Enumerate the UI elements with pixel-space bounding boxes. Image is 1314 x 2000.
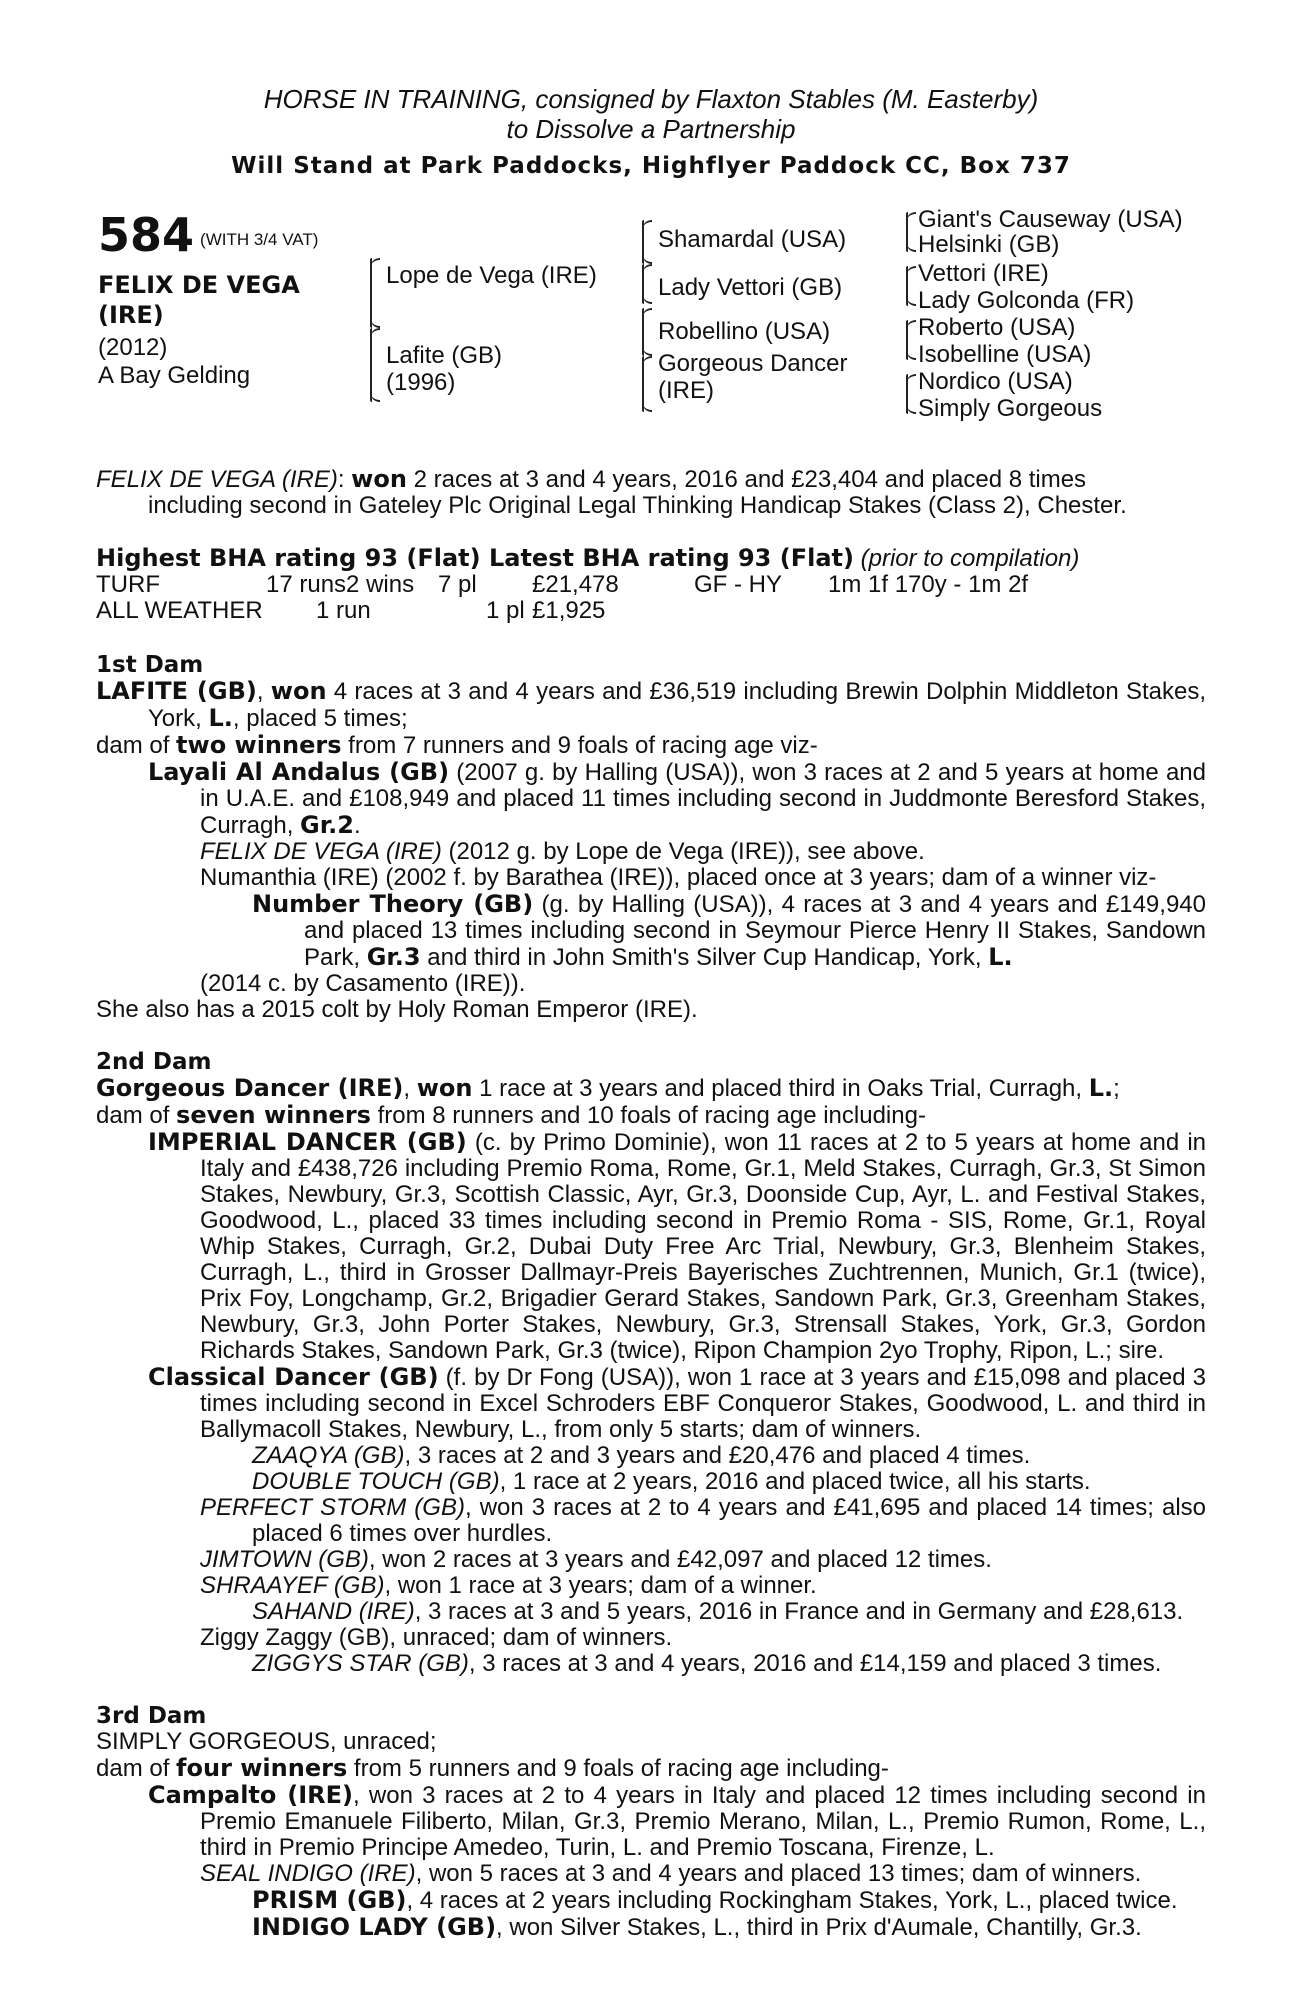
produce-text: , won 2 races at 3 years and £42,097 and placed 12 times.	[368, 1546, 992, 1573]
ratings-runs: 1 run	[316, 597, 371, 624]
listed-marker: L.	[1088, 1074, 1114, 1102]
dam-sire: Robellino (USA)	[658, 318, 831, 345]
produce-text: , 1 race at 2 years, 2016 and placed twice, all his starts.	[499, 1468, 1091, 1495]
produce-name: PRISM (GB)	[252, 1886, 407, 1914]
produce-2014-colt: (2014 c. by Casamento (IRE)).	[200, 970, 526, 997]
produce-classical-dancer	[148, 1364, 1206, 1443]
second-dam-text-end: ;	[1113, 1075, 1120, 1102]
group-marker: Gr.2	[300, 811, 354, 839]
first-dam-heading: 1st Dam	[96, 652, 204, 678]
header-consignor: HORSE IN TRAINING, consigned by Flaxton Stables (M. Easterby)	[263, 84, 1039, 114]
summary-text2: including second in Gateley Plc Original Legal Thinking Handicap Stakes (Class 2), Chester.	[148, 492, 1127, 519]
vat-note: (WITH 3/4 VAT)	[200, 230, 319, 249]
brace-dam	[370, 328, 372, 402]
produce-ziggy-zaggy: Ziggy Zaggy (GB), unraced; dam of winners.	[200, 1624, 673, 1651]
brace-ggp-1	[906, 212, 908, 252]
produce-number-theory	[252, 891, 1206, 971]
produce-text: (c. by Primo Dominie), won 11 races at 2 to 5 years at home and in Italy and £438,726 including Premio Roma, Rome, Gr.1, Meld Stakes, Curragh, Gr.3, St Simon Stakes, Newbury, Gr.3, Scottish Classic, Ayr, Gr.3, Doonside Cup, Ayr, L. and Festival Stakes, Goodwood, L., placed 33 times including second in Premio Roma - SIS, Rome, Gr.1, Royal Whip Stakes, Curragh, Gr.2, Dubai Duty Free Arc Trial, Newbury, Gr.3, Blenheim Stakes, Curragh, L., third in Grosser Dallmayr-Preis Bayerisches Zuchtrennen, Munich, Gr.1 (twice), Prix Foy, Longchamp, Gr.2, Brigadier Gerard Stakes, Sandown Park, Gr.3, Greenham Stakes, Newbury, Gr.3, John Porter Stakes, Newbury, Gr.3, Strensall Stakes, York, Gr.3, Gordon Richards Stakes, Sandown Park, Gr.3 (twice), Ripon Champion 2yo Trophy, Ripon, L.; sire.	[200, 1129, 1206, 1364]
ratings-highest: Highest BHA rating 93 (Flat) Latest BHA rating 93 (Flat)	[96, 544, 854, 572]
produce-name: DOUBLE TOUCH (GB)	[252, 1468, 500, 1495]
brace-ggp-3	[906, 320, 908, 360]
produce-summary-text: from 5 runners and 9 foals of racing age including-	[347, 1755, 889, 1782]
produce-text: , 3 races at 3 and 4 years, 2016 and £14,159 and placed 3 times.	[468, 1650, 1162, 1677]
brace-sire-dam	[642, 264, 644, 304]
summary-text1: 2 races at 3 and 4 years, 2016 and £23,404 and placed 8 times	[406, 466, 1087, 493]
catalogue-page	[96, 84, 1206, 1941]
summary-won: won	[351, 465, 407, 493]
first-dam-name: LAFITE (GB)	[96, 677, 257, 705]
brace-dam-sire	[642, 308, 644, 356]
ggp-vettori: Vettori (IRE)	[918, 260, 1049, 287]
second-dam-heading: 2nd Dam	[96, 1049, 212, 1075]
listed-marker: L.	[988, 943, 1013, 971]
ratings-going: GF - HY	[694, 571, 782, 598]
produce-name: IMPERIAL DANCER (GB)	[148, 1128, 467, 1156]
dam-dam-line1: Gorgeous Dancer	[658, 350, 848, 377]
produce-name: SEAL INDIGO (IRE)	[200, 1860, 416, 1887]
foaling-year: (2012)	[98, 334, 168, 361]
produce-text: , 4 races at 2 years including Rockingham Stakes, York, L., placed twice.	[406, 1887, 1178, 1914]
second-dam-record	[96, 1075, 1206, 1102]
dam-of-label: dam of	[96, 1755, 177, 1782]
produce-name: Number Theory (GB)	[252, 890, 534, 918]
brace-ggp-4	[906, 374, 908, 414]
second-dam-won: won	[416, 1074, 473, 1102]
produce-text: , won 3 races at 2 to 4 years and £41,695 and placed 14 times; also placed 6 times over hurdles.	[252, 1494, 1206, 1547]
sire-dam: Lady Vettori (GB)	[658, 274, 843, 301]
ratings-row-allweather	[96, 598, 1206, 624]
produce-summary-text: from 8 runners and 10 foals of racing age including-	[370, 1102, 926, 1129]
produce-name: ZAAQYA (GB)	[252, 1442, 405, 1469]
dam-dam-line2: (IRE)	[658, 377, 714, 404]
produce-text: , won 5 races at 3 and 4 years and placed 13 times; dam of winners.	[415, 1860, 1142, 1887]
first-dam-text: 4 races at 3 and 4 years and £36,519 including Brewin Dolphin Middleton Stakes, York,	[148, 678, 1206, 732]
ratings-distance: 1m 1f 170y - 1m 2f	[828, 571, 1029, 598]
produce-name: Layali Al Andalus (GB)	[148, 758, 450, 786]
produce-double-touch	[252, 1469, 1206, 1495]
ratings-prize: £1,925	[532, 597, 606, 624]
ratings-placed: 1 pl	[486, 597, 525, 624]
lot-number-line	[98, 208, 318, 262]
sire-sire: Shamardal (USA)	[658, 226, 847, 253]
ratings-runs: 17 runs2 wins	[266, 571, 415, 598]
group-marker: Gr.3	[366, 943, 421, 971]
produce-seal-indigo	[200, 1861, 1206, 1887]
produce-felix	[200, 839, 1206, 865]
ratings-surface: TURF	[96, 571, 160, 598]
produce-perfect-storm	[200, 1495, 1206, 1547]
horse-name-line1: FELIX DE VEGA	[98, 271, 300, 299]
produce-ziggys-star	[252, 1651, 1206, 1677]
header-location: Will Stand at Park Paddocks, Highflyer Paddock CC, Box 737	[231, 153, 1071, 179]
produce-summary-text: from 7 runners and 9 foals of racing age viz-	[341, 732, 818, 759]
ratings-placed: 7 pl	[438, 571, 477, 598]
produce-prism	[252, 1887, 1206, 1914]
dam: Lafite (GB)	[386, 342, 503, 369]
lot-number: 584	[98, 208, 195, 262]
dam-of-label: dam of	[96, 1102, 177, 1129]
produce-shraayef	[200, 1573, 1206, 1599]
first-dam-produce-summary	[96, 732, 1206, 759]
produce-text: , won 3 races at 2 to 4 years in Italy and placed 12 times including second in Premio Emanuele Filiberto, Milan, Gr.3, Premio Merano, Milan, L., Premio Rumon, Rome, L., third in Premio Principe Amedeo, Turin, L. and Premio Toscana, Firenze, L.	[200, 1782, 1206, 1861]
third-dam-produce-summary	[96, 1755, 1206, 1782]
ratings-surface: ALL WEATHER	[96, 597, 263, 624]
produce-name: ZIGGYS STAR (GB)	[252, 1650, 469, 1677]
produce-text: (f. by Dr Fong (USA)), won 1 race at 3 years and £15,098 and placed 3 times including second in Excel Schroders EBF Conqueror Stakes, Goodwood, L. and third in Ballymacoll Stakes, Newbury, L., from only 5 starts; dam of winners.	[200, 1364, 1206, 1443]
produce-text-end: .	[353, 812, 361, 839]
ratings-row-turf	[96, 572, 1206, 598]
horse-name	[98, 270, 348, 330]
produce-indigo-lady	[252, 1914, 1206, 1941]
produce-name: Campalto (IRE)	[148, 1781, 354, 1809]
first-dam-text-end: , placed 5 times;	[232, 705, 408, 732]
ratings-note: (prior to compilation)	[853, 545, 1080, 572]
produce-jimtown	[200, 1547, 1206, 1573]
winners-count: four winners	[176, 1754, 348, 1782]
sep: ,	[403, 1075, 417, 1102]
ggp-simply-gorgeous: Simply Gorgeous	[918, 395, 1103, 422]
first-dam-record: LAFITE (GB), won 4 races at 3 and 4 years and £36,519 including Brewin Dolphin Middleton Stakes, York, L., placed 5 times;	[96, 677, 1206, 732]
listed-marker: L.	[208, 704, 233, 732]
second-dam-text: 1 race at 3 years and placed third in Oaks Trial, Curragh,	[472, 1075, 1089, 1102]
second-dam-produce-summary	[96, 1102, 1206, 1129]
produce-name: Classical Dancer (GB)	[148, 1363, 439, 1391]
ggp-helsinki: Helsinki (GB)	[918, 231, 1060, 258]
brace-sire	[370, 258, 372, 328]
produce-imperial-dancer	[148, 1129, 1206, 1364]
horse-name-line2: (IRE)	[98, 301, 164, 329]
produce-name: SHRAAYEF (GB)	[200, 1572, 385, 1599]
winners-count: seven winners	[176, 1101, 371, 1129]
summary-horse-name: FELIX DE VEGA (IRE)	[96, 466, 338, 493]
produce-name: FELIX DE VEGA (IRE)	[200, 838, 442, 865]
produce-layali	[148, 759, 1206, 839]
produce-name: INDIGO LADY (GB)	[252, 1913, 497, 1941]
produce-text: , won 1 race at 3 years; dam of a winner.	[384, 1572, 817, 1599]
winners-count: two winners	[176, 731, 342, 759]
dam-of-label: dam of	[96, 732, 177, 759]
produce-text: (2012 g. by Lope de Vega (IRE)), see above.	[441, 838, 925, 865]
pedigree-block	[96, 208, 1206, 476]
sire: Lope de Vega (IRE)	[386, 262, 597, 289]
brace-ggp-2	[906, 266, 908, 306]
brace-dam-dam	[642, 356, 644, 412]
produce-name: SAHAND (IRE)	[252, 1598, 415, 1625]
ratings-block	[96, 545, 1206, 624]
first-dam-won: won	[270, 677, 327, 705]
dam-year: (1996)	[386, 369, 456, 396]
produce-sahand	[252, 1599, 1206, 1625]
produce-text: , 3 races at 3 and 5 years, 2016 in France and in Germany and £28,613.	[414, 1598, 1184, 1625]
third-dam-heading: 3rd Dam	[96, 1703, 207, 1729]
produce-numanthia: Numanthia (IRE) (2002 f. by Barathea (IRE)), placed once at 3 years; dam of a winner viz-	[200, 864, 1157, 891]
produce-text: (g. by Halling (USA)), 4 races at 3 and 4 years and £149,940 and placed 13 times including second in Seymour Pierce Henry II Stakes, Sandown Park,	[304, 891, 1206, 971]
summary-colon: :	[337, 466, 352, 493]
second-dam-name: Gorgeous Dancer (IRE)	[96, 1074, 404, 1102]
produce-name: JIMTOWN (GB)	[200, 1546, 369, 1573]
ggp-isobelline: Isobelline (USA)	[918, 341, 1092, 368]
produce-campalto	[148, 1782, 1206, 1861]
brace-sire-sire	[642, 220, 644, 264]
ggp-lady-golconda: Lady Golconda (FR)	[918, 287, 1135, 314]
produce-name: PERFECT STORM (GB)	[200, 1494, 465, 1521]
ggp-roberto: Roberto (USA)	[918, 314, 1076, 341]
produce-zaaqya	[252, 1443, 1206, 1469]
produce-text: , 3 races at 2 and 3 years and £20,476 and placed 4 times.	[404, 1442, 1031, 1469]
produce-2015-colt: She also has a 2015 colt by Holy Roman Emperor (IRE).	[96, 996, 698, 1023]
third-dam-record: SIMPLY GORGEOUS, unraced;	[96, 1728, 437, 1755]
header-partnership: to Dissolve a Partnership	[506, 114, 796, 144]
ggp-giants-causeway: Giant's Causeway (USA)	[918, 206, 1183, 233]
ratings-prize: £21,478	[532, 571, 619, 598]
produce-text-2: and third in John Smith's Silver Cup Handicap, York,	[420, 944, 989, 971]
horse-sex: A Bay Gelding	[98, 362, 251, 389]
produce-text: (2007 g. by Halling (USA)), won 3 races at 2 and 5 years at home and in U.A.E. and £108,949 and placed 11 times including second in Juddmonte Beresford Stakes, Curragh,	[200, 759, 1206, 839]
ggp-nordico: Nordico (USA)	[918, 368, 1073, 395]
produce-text: , won Silver Stakes, L., third in Prix d'Aumale, Chantilly, Gr.3.	[496, 1914, 1142, 1941]
